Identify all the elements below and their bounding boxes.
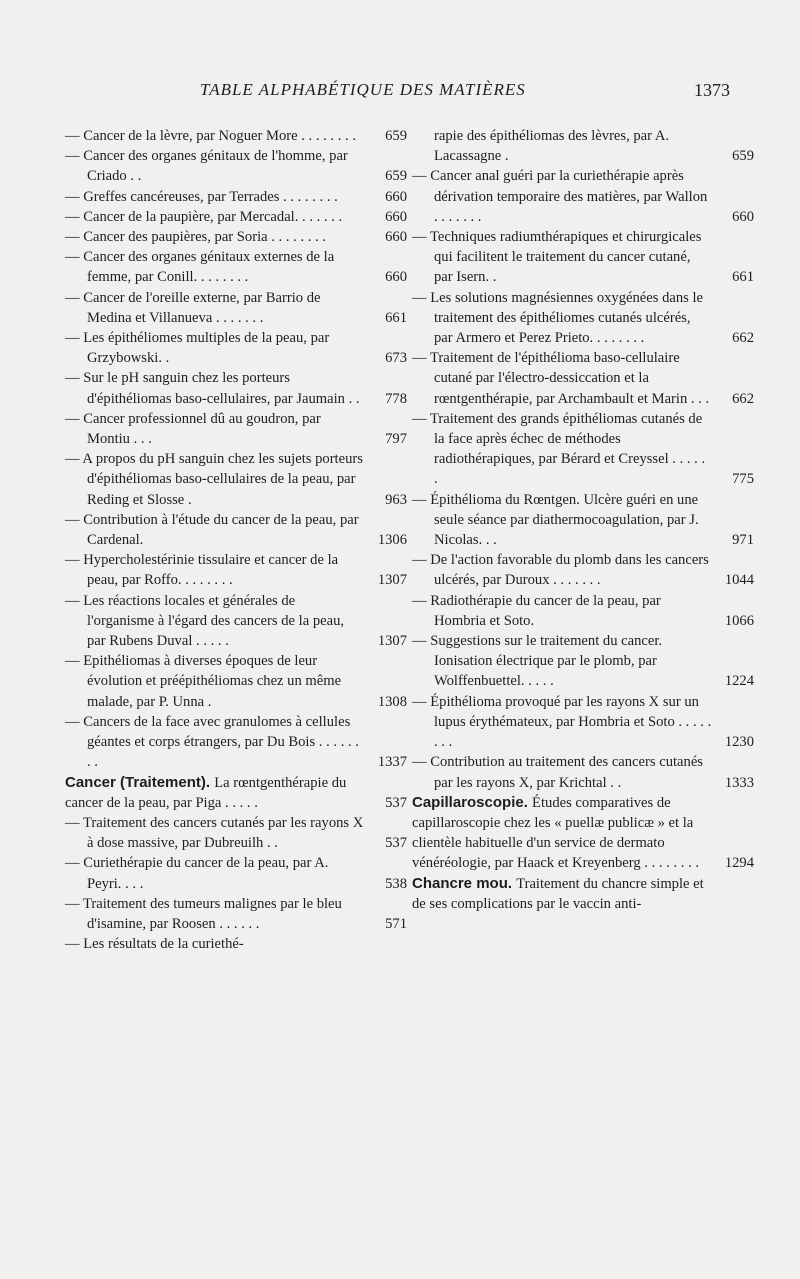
entry-text: — Epithéliomas à diverses époques de leur évolution et préépithéliomas chez un même malade, par P. Unna . [65,653,342,710]
entry-page-number: 662 [732,390,754,407]
index-entry [412,591,754,631]
entry-text: — Contribution au traitement des cancers cutanés par les rayons X, par Krichtal . . [412,754,703,791]
index-entry [65,207,407,227]
entry-page-number: 1294 [724,855,754,872]
index-entry [65,227,407,247]
entry-page-number: 1230 [724,734,754,751]
entry-text: — Suggestions sur le traitement du cancer. Ionisation électrique par le plomb, par Wolffenbuettel. . . . . [412,633,663,690]
entry-text: — Les réactions locales et générales de l'organisme à l'égard des cancers de la peau, par Rubens Duval . . . . . [65,592,345,650]
index-entry [65,368,407,408]
index-entry [412,490,754,551]
index-entry [412,793,754,874]
entry-page-number: 673 [385,350,407,367]
index-entry [65,187,407,207]
index-entry [65,550,407,590]
entry-page-number: 662 [732,330,754,347]
entry-page-number: 963 [385,491,407,508]
entry-text: — Cancer anal guéri par la curiethérapie après dérivation temporaire des matières, par Wallon . . . . . . . [412,168,708,225]
entry-text: — Traitement des grands épithéliomas cutanés de la face après échec de méthodes radiothérapiques, par Bérard et Creyssel . . . . . . [412,410,706,488]
entry-text: — Les solutions magnésiennes oxygénées dans le traitement des épithéliomes cutanés ulcérés, par Armero et Perez Prieto. . . . . . . . [412,289,704,347]
entry-text: — Hypercholestérinie tissulaire et cancer de la peau, par Roffo. . . . . . . . [65,552,339,589]
entry-page-number: 1308 [377,693,407,710]
page-header [0,80,800,110]
index-entry [65,328,407,368]
entry-text: — Radiothérapie du cancer de la peau, par Hombria et Soto. [412,592,661,629]
entry-text: — Épithélioma provoqué par les rayons X sur un lupus érythémateux, par Hombria et Soto . . . . . . . . [412,693,712,751]
entry-page-number: 1306 [377,532,407,549]
index-entry [412,692,754,753]
index-entry [412,874,712,914]
index-entry [65,449,407,510]
entry-page-number: 1044 [724,572,754,589]
entry-text: La rœntgenthérapie du cancer de la peau, par Piga . . . . . [65,774,347,811]
index-entry [65,591,407,652]
entry-text: — Cancer des organes génitaux externes de la femme, par Conill. . . . . . . . [65,249,335,286]
entry-text: rapie des épithéliomas des lèvres, par A. Lacassagne . [434,128,670,165]
right-column [412,126,754,914]
index-entry [412,752,754,792]
index-entry [65,409,407,449]
index-entry [412,227,754,288]
entry-text: — Les résultats de la curiethé- [65,936,244,953]
entry-page-number: 660 [385,269,407,286]
index-entry [65,126,407,146]
entry-page-number: 971 [732,532,754,549]
index-entry [412,409,754,490]
entry-page-number: 660 [385,229,407,246]
index-entry [412,126,754,166]
index-entry [65,853,407,893]
entry-text: — Contribution à l'étude du cancer de la peau, par Cardenal. [65,511,359,549]
entry-page-number: 1224 [724,673,754,690]
entry-page-number: 537 [385,835,407,852]
index-entry [65,247,407,287]
entry-page-number: 659 [385,128,407,144]
entry-page-number: 661 [385,309,407,326]
entry-page-number: 1307 [377,572,407,589]
index-entry [65,510,407,550]
entry-page-number: 659 [385,168,407,185]
entry-page-number: 660 [385,208,407,225]
entry-page-number: 660 [385,188,407,205]
entry-page-number: 571 [385,915,407,932]
index-entry [412,166,754,227]
index-entry [65,288,407,328]
index-entry [65,712,407,773]
entry-text: — Techniques radiumthérapiques et chirurgicales qui facilitent le traitement du cancer cutané, par Isern. . [412,229,702,286]
index-entry [65,934,365,954]
entry-text: — Cancer des paupières, par Soria . . . . . . . . [65,229,326,246]
entry-text: — Cancer des organes génitaux de l'homme, par Criado . . [65,148,348,185]
entry-text: — Traitement des cancers cutanés par les rayons X à dose massive, par Dubreuilh . . [65,814,364,852]
index-entry [65,813,407,853]
entry-page-number: 659 [732,148,754,165]
entry-text: — Épithélioma du Rœntgen. Ulcère guéri en une seule séance par diathermocoagulation, par J. Nicolas. . . [412,491,699,549]
entry-page-number: 538 [385,875,407,892]
entry-headword: Chancre mou. [412,874,517,892]
index-entry [412,288,754,349]
index-entry [65,146,407,186]
entry-page-number: 660 [732,208,754,225]
index-entry [412,631,754,692]
entry-text: — Sur le pH sanguin chez les porteurs d'épithéliomas baso-cellulaires, par Jaumain . . [65,370,360,407]
entry-text: — De l'action favorable du plomb dans les cancers ulcérés, par Duroux . . . . . . . [412,552,709,589]
index-entry [65,773,407,813]
entry-page-number: 661 [732,269,754,286]
entry-text: — Greffes cancéreuses, par Terrades . . . . . . . . [65,188,338,205]
entry-page-number: 778 [385,390,407,407]
entry-text: — Curiethérapie du cancer de la peau, par A. Peyri. . . . [65,855,329,892]
entry-text: — Cancer de la lèvre, par Noguer More . . . . . . . . [65,128,356,144]
entry-text: — Traitement de l'épithélioma baso-cellulaire cutané par l'électro-dessiccation et la rœntgenthérapie, par Archambault et Marin . . . [412,350,710,407]
index-entry [65,894,407,934]
entry-page-number: 797 [385,431,407,448]
left-column [65,126,407,954]
entry-text: — Cancers de la face avec granulomes à cellules géantes et corps étrangers, par Du Bois . . . . . . . . [65,713,359,771]
index-entry [412,348,754,409]
entry-headword: Capillaroscopie. [412,793,533,811]
entry-text: Traitement du chancre simple et de ses complications par le vaccin anti- [412,875,704,912]
entry-page-number: 1307 [377,633,407,650]
entry-text: — Cancer professionnel dû au goudron, par Montiu . . . [65,410,321,448]
entry-text: — Cancer de l'oreille externe, par Barrio de Medina et Villanueva . . . . . . . [65,289,321,326]
page-number: 1373 [694,80,730,100]
entry-page-number: 537 [385,794,407,811]
entry-page-number: 1333 [724,774,754,791]
entry-page-number: 775 [732,471,754,488]
entry-text: — Traitement des tumeurs malignes par le bleu d'isamine, par Roosen . . . . . . [65,895,342,932]
entry-headword: Cancer (Traitement). [65,773,215,791]
entry-page-number: 1337 [377,754,407,771]
index-entry [412,550,754,590]
entry-text: Études comparatives de capillaroscopie chez les « puellæ publicæ » et la clientèle habituelle d'un service de dermato vénéréologie, par Haack et Kreyenberg . . . . . . . . [412,794,700,872]
index-entry [65,651,407,712]
running-title: TABLE ALPHABÉTIQUE DES MATIÈRES [200,80,526,99]
entry-text: — A propos du pH sanguin chez les sujets porteurs d'épithéliomas baso-cellulaires de la peau, par Reding et Slosse . [65,451,363,508]
entry-text: — Cancer de la paupière, par Mercadal. . . . . . . [65,208,343,225]
entry-page-number: 1066 [724,612,754,629]
entry-text: — Les épithéliomes multiples de la peau, par Grzybowski. . [65,330,330,367]
